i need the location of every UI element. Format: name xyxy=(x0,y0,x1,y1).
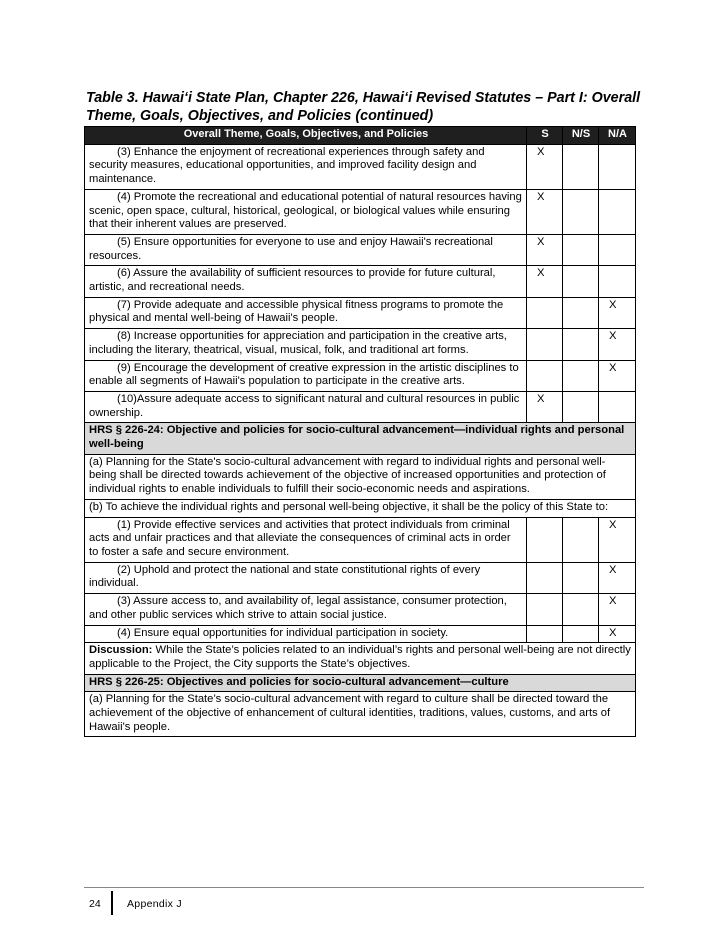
paragraph-text: (a) Planning for the State's socio-cultural advancement with regard to individual rights and personal well-being shall be directed towards achievement of the objective of increased opportunities and protection of individual rights to enable individuals to fulfill their socio-economic needs and aspirations. xyxy=(85,454,636,499)
policy-row xyxy=(85,266,636,297)
policy-text xyxy=(85,562,527,593)
mark-na: X xyxy=(599,297,636,328)
discussion-text: While the State’s policies related to an individual’s rights and personal well-being are not directly applicable to the Project, the City supports the State’s objectives. xyxy=(89,644,631,670)
paragraph-row xyxy=(85,499,636,517)
policy-row xyxy=(85,594,636,625)
policy-row xyxy=(85,562,636,593)
policy-text-content: (4) Ensure equal opportunities for individual participation in society. xyxy=(117,626,449,639)
policy-text-content: (5) Ensure opportunities for everyone to use and enjoy Hawaii's recreational resources. xyxy=(89,235,493,262)
mark-s xyxy=(527,517,563,562)
policy-text-content: (7) Provide adequate and accessible physical fitness programs to promote the physical and mental well-being of Hawaii's people. xyxy=(89,298,504,325)
mark-s: X xyxy=(527,234,563,265)
mark-ns xyxy=(563,562,599,593)
policy-text-content: (3) Enhance the enjoyment of recreational experiences through safety and security measures, educational opportunities, and improved facility design and maintenance. xyxy=(89,145,485,186)
mark-s: X xyxy=(527,189,563,234)
mark-ns xyxy=(563,391,599,422)
policy-text xyxy=(85,625,527,643)
mark-ns xyxy=(563,517,599,562)
policy-text xyxy=(85,189,527,234)
policy-text xyxy=(85,234,527,265)
mark-na xyxy=(599,144,636,189)
mark-ns xyxy=(563,189,599,234)
footer-divider xyxy=(84,887,644,888)
paragraph-row xyxy=(85,692,636,737)
policy-text-content: (9) Encourage the development of creative expression in the artistic disciplines to enable all segments of Hawaii's population to participate in the creative arts. xyxy=(89,361,519,388)
policy-row xyxy=(85,360,636,391)
mark-ns xyxy=(563,234,599,265)
mark-s xyxy=(527,297,563,328)
policy-text xyxy=(85,517,527,562)
page-number: 24 xyxy=(89,898,101,910)
mark-na: X xyxy=(599,517,636,562)
policy-text xyxy=(85,144,527,189)
policy-text-content: (4) Promote the recreational and educational potential of natural resources having scenic, open space, cultural, historical, geological, or biological values while ensuring that their inherent values are preserved. xyxy=(89,190,522,231)
header-na: N/A xyxy=(599,127,636,145)
paragraph-text: (a) Planning for the State’s socio-cultural advancement with regard to culture shall be directed toward the achievement of the objective of enhancement of cultural identities, traditions, values, customs, and arts of Hawaii's people. xyxy=(85,692,636,737)
mark-na: X xyxy=(599,329,636,360)
policy-row xyxy=(85,234,636,265)
mark-ns xyxy=(563,625,599,643)
policy-text-content: (3) Assure access to, and availability of, legal assistance, consumer protection, and other public services which strive to attain social justice. xyxy=(89,595,507,621)
section-title: HRS § 226-24: Objective and policies for socio-cultural advancement—individual rights and personal well-being xyxy=(85,423,636,454)
footer-label: Appendix J xyxy=(127,898,182,910)
mark-ns xyxy=(563,266,599,297)
policy-text-content: (1) Provide effective services and activities that protect individuals from criminal acts and unfair practices and that alleviate the consequences of criminal acts in order to foster a safe and secure environment. xyxy=(89,518,511,558)
mark-na xyxy=(599,189,636,234)
discussion-label: Discussion: xyxy=(89,644,153,657)
mark-s xyxy=(527,625,563,643)
mark-na xyxy=(599,234,636,265)
policy-row xyxy=(85,329,636,360)
section-header-row xyxy=(85,423,636,454)
mark-s: X xyxy=(527,144,563,189)
mark-s: X xyxy=(527,391,563,422)
policy-text xyxy=(85,391,527,422)
policy-text xyxy=(85,360,527,391)
policy-row xyxy=(85,391,636,422)
header-s: S xyxy=(527,127,563,145)
discussion-cell xyxy=(85,643,636,674)
paragraph-text: (b) To achieve the individual rights and personal well-being objective, it shall be the policy of this State to: xyxy=(85,499,636,517)
mark-na: X xyxy=(599,625,636,643)
footer-separator xyxy=(111,891,113,915)
paragraph-row xyxy=(85,454,636,499)
policy-text-content: (2) Uphold and protect the national and state constitutional rights of every individual. xyxy=(89,563,481,590)
discussion-row xyxy=(85,643,636,674)
mark-s xyxy=(527,594,563,625)
policy-row xyxy=(85,625,636,643)
policy-text xyxy=(85,266,527,297)
mark-s: X xyxy=(527,266,563,297)
mark-s xyxy=(527,562,563,593)
table-caption: Table 3. Hawai‘i State Plan, Chapter 226, Hawai‘i Revised Statutes – Part I: Overall Theme, Goals, Objectives, and Policies (continued) xyxy=(86,90,641,124)
mark-ns xyxy=(563,594,599,625)
policy-text xyxy=(85,329,527,360)
mark-ns xyxy=(563,360,599,391)
mark-na: X xyxy=(599,562,636,593)
mark-na xyxy=(599,266,636,297)
policy-text-content: (6) Assure the availability of sufficient resources to provide for future cultural, artistic, and recreational needs. xyxy=(89,267,496,294)
mark-ns xyxy=(563,144,599,189)
mark-na: X xyxy=(599,594,636,625)
header-ns: N/S xyxy=(563,127,599,145)
policy-text-content: (10)Assure adequate access to significant natural and cultural resources in public ownership. xyxy=(89,392,520,419)
mark-s xyxy=(527,360,563,391)
section-header-row xyxy=(85,674,636,692)
header-policies: Overall Theme, Goals, Objectives, and Policies xyxy=(85,127,527,145)
mark-ns xyxy=(563,329,599,360)
policy-row xyxy=(85,144,636,189)
table-header-row xyxy=(85,127,636,145)
mark-ns xyxy=(563,297,599,328)
policy-text xyxy=(85,594,527,625)
mark-s xyxy=(527,329,563,360)
mark-na xyxy=(599,391,636,422)
policy-text-content: (8) Increase opportunities for appreciation and participation in the creative arts, including the literary, theatrical, visual, musical, folk, and traditional art forms. xyxy=(89,330,507,356)
policy-text xyxy=(85,297,527,328)
section-title: HRS § 226-25: Objectives and policies for socio-cultural advancement—culture xyxy=(85,674,636,692)
state-plan-table xyxy=(84,126,636,737)
policy-row xyxy=(85,297,636,328)
mark-na: X xyxy=(599,360,636,391)
policy-row xyxy=(85,517,636,562)
policy-row xyxy=(85,189,636,234)
